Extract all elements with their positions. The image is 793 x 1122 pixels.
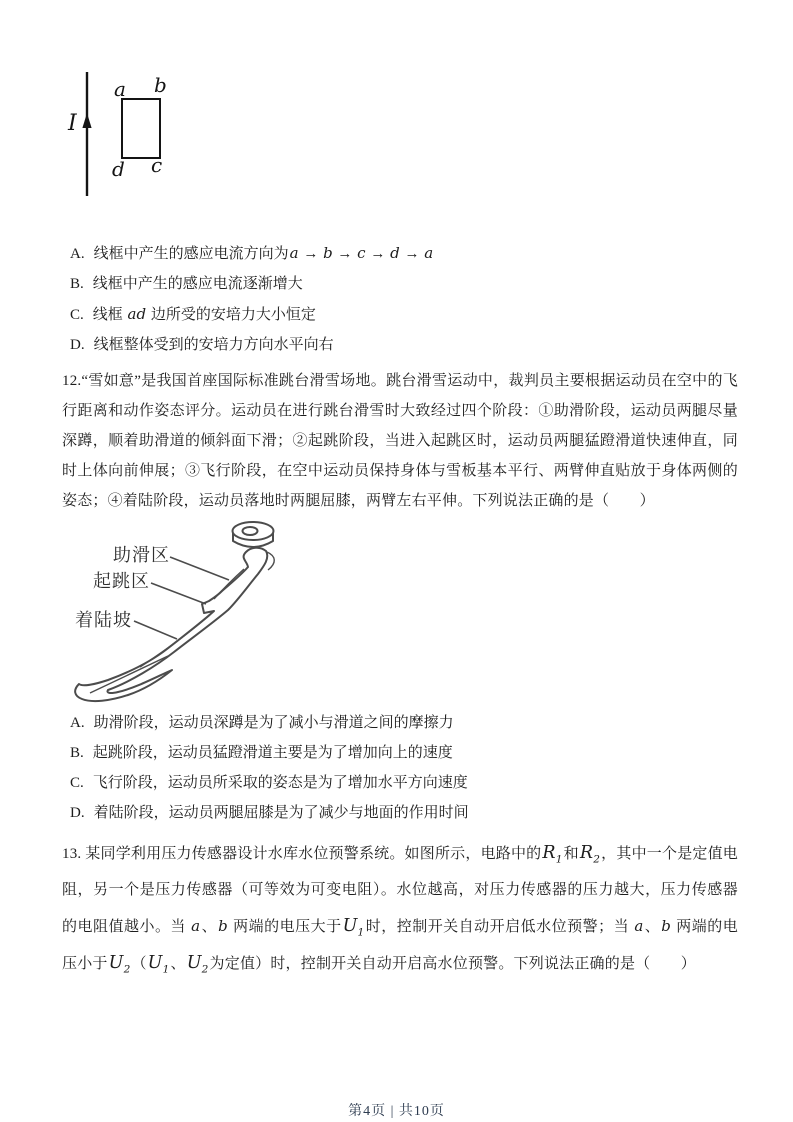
q12-option-a [70,708,738,738]
q12-options [70,708,738,828]
leader-line-landing [134,621,177,639]
option-label: C. [70,775,84,791]
q12-option-d [70,798,738,828]
current-label: I [68,111,77,136]
option-label: B. [70,745,84,761]
option-text: 助滑阶段，运动员深蹲是为了减小与滑道之间的摩擦力 [93,715,454,731]
label-takeoff-zone: 起跳区 [93,571,150,591]
figure-ski-jump-ramp [70,520,405,710]
q11-options [70,238,738,360]
label-landing-slope: 着陆坡 [75,610,132,630]
corner-d-label: d [112,157,125,181]
page-number-text: 第4页 | 共10页 [348,1104,445,1119]
option-text: 着陆阶段，运动员两腿屈膝是为了减少与地面的作用时间 [93,805,469,821]
ramp-head-hole [243,527,258,535]
option-label: A. [70,715,85,731]
leader-line-inrun [170,557,229,580]
q11-option-c [70,299,738,330]
page-footer [0,1100,793,1120]
q13-stem: 13. 某同学利用压力传感器设计水库水位预警系统。如图所示，电路中的$R_1$和$R_2$，其中一个是定值电阻，另一个是压力传感器（可等效为可变电阻）。水位越高，对压力传感器的压力越大，压力传感器的电阻值越小。当 a、b 两端的电压大于$U_1$时，控制开关自动开启低水位预警；当 a、b 两端的电压小于$U_2(U_1$、$U_2$为定值）时，控制开关自动开启高水位预警。下列说法正确的是（ ） [62,843,738,976]
corner-b-label: b [154,73,167,97]
option-text: 起跳阶段，运动员猛蹬滑道主要是为了增加向上的速度 [92,745,453,761]
option-text: 线框 ad 边所受的安培力大小恒定 [92,305,316,323]
q12-option-c [70,768,738,798]
option-text: 飞行阶段，运动员所采取的姿态是为了增加水平方向速度 [92,775,468,791]
option-text: 线框中产生的感应电流方向为a → b → c → d → a [93,244,434,262]
option-label: B. [70,276,84,292]
q12-option-b [70,738,738,768]
corner-c-label: c [151,153,163,177]
current-arrow-icon [82,113,91,128]
option-label: D. [70,805,85,821]
ramp-tail-fold-line [90,656,168,693]
leader-line-takeoff [151,583,206,604]
wire-loop-rect [122,99,160,158]
q12-stem: 12.“雪如意”是我国首座国际标准跳台滑雪场地。跳台滑雪运动中，裁判员主要根据运动员在空中的飞行距离和动作姿态评分。运动员在进行跳台滑雪时大致经过四个阶段：①助滑阶段，运动员两腿尽量深蹲，顺着助滑道的倾斜面下滑；②起跳阶段，当进入起跳区时，运动员两腿猛蹬滑道快速伸直，同时上体向前伸展；③飞行阶段，在空中运动员保持身体与雪板基本平行、两臂伸直贴放于身体两侧的姿态；④着陆阶段，运动员落地时两腿屈膝，两臂左右平伸。下列说法正确的是（ ） [62,373,738,509]
option-text: 线框中产生的感应电流逐渐增大 [92,276,303,292]
q11-option-d [70,330,738,360]
option-text: 线框整体受到的安培力方向水平向右 [93,337,334,353]
option-label: D. [70,337,85,353]
label-inrun-zone: 助滑区 [113,545,170,565]
figure-current-loop [60,60,180,200]
option-label: A. [70,246,85,262]
q11-option-b [70,269,738,299]
q11-option-a [70,238,738,269]
corner-a-label: a [114,77,126,101]
option-label: C. [70,307,84,323]
